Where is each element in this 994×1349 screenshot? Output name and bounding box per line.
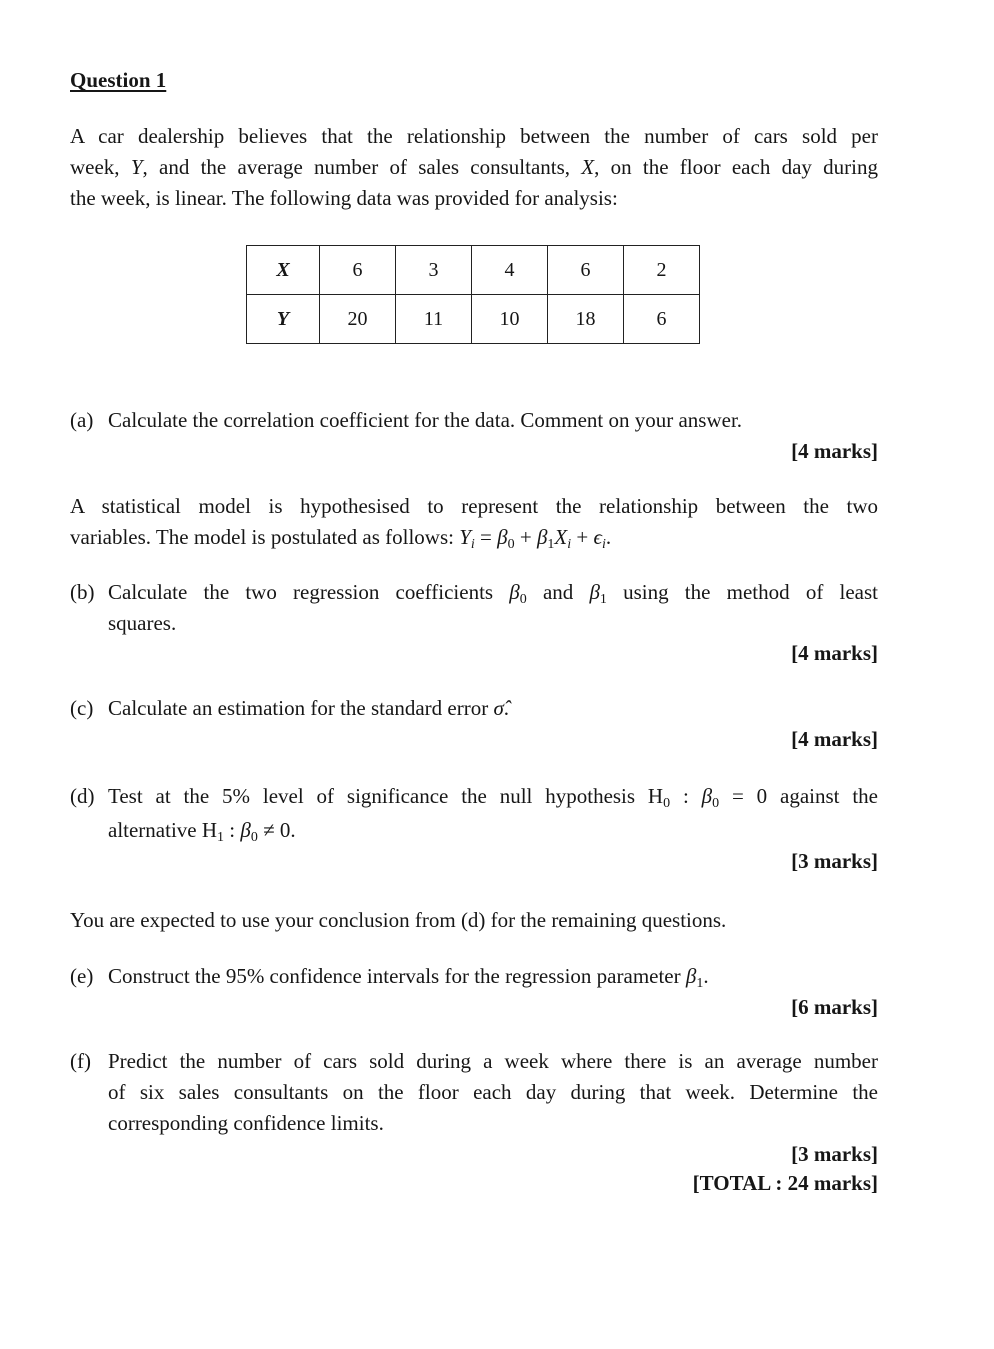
table-header-x: X (247, 246, 320, 295)
table-cell: 6 (548, 246, 624, 295)
part-f-text (108, 1046, 878, 1139)
part-c-text: Calculate an estimation for the standard error σ̂. (108, 696, 510, 720)
part-f-line-3: corresponding confidence limits. (108, 1111, 384, 1135)
table-row-y (247, 295, 700, 344)
table-row-x (247, 246, 700, 295)
part-f-label: (f) (70, 1049, 91, 1073)
part-a-text: Calculate the correlation coefficient for the data. Comment on your answer. (108, 408, 743, 432)
part-c-marks: [4 marks] (791, 727, 878, 751)
intro-line-1: A car dealership believes that the relationship between the number of cars sold per (70, 124, 878, 148)
part-d-marks: [3 marks] (791, 849, 878, 873)
total-marks: [TOTAL : 24 marks] (692, 1171, 878, 1195)
model-line-1: A statistical model is hypothesised to represent the relationship between the two (70, 494, 878, 518)
sigma-hat-symbol: σ̂ (493, 696, 504, 720)
data-table (246, 245, 700, 344)
part-d-line-2: alternative $H_1$ : $\beta_0 \ne 0$. (108, 818, 296, 845)
table-cell: 10 (472, 295, 548, 344)
part-d-text (108, 781, 878, 846)
intro-line-2: week, Y, and the average number of sales consultants, X, on the floor each day during (70, 155, 878, 179)
part-d-line-1: Test at the 5% level of significance the null hypothesis $H_0$ : $\beta_0 = 0$ against the (108, 784, 878, 811)
part-e-label: (e) (70, 964, 94, 988)
part-e-text: Construct the 95% confidence intervals for the regression parameter $\beta_1$. (108, 964, 709, 991)
part-b-text (108, 577, 878, 639)
part-d-label: (d) (70, 784, 95, 808)
table-cell: 11 (396, 295, 472, 344)
table-cell: 20 (320, 295, 396, 344)
part-f-line-1: Predict the number of cars sold during a week where there is an average number (108, 1049, 878, 1073)
part-c-label: (c) (70, 696, 94, 720)
model-paragraph (70, 491, 878, 553)
table-cell: 4 (472, 246, 548, 295)
intro-paragraph (70, 121, 878, 214)
table-cell: 3 (396, 246, 472, 295)
instruction-note: You are expected to use your conclusion from (d) for the remaining questions. (70, 908, 727, 932)
part-b-marks: [4 marks] (791, 641, 878, 665)
part-a-marks: [4 marks] (791, 439, 878, 463)
table-cell: 2 (624, 246, 700, 295)
part-b-line-2: squares. (108, 611, 177, 635)
table-cell: 6 (320, 246, 396, 295)
table-header-y: Y (247, 295, 320, 344)
intro-line-3: the week, is linear. The following data was provided for analysis: (70, 186, 618, 210)
part-f-line-2: of six sales consultants on the floor each day during that week. Determine the (108, 1080, 878, 1104)
part-f-marks: [3 marks] (791, 1142, 878, 1166)
part-a-label: (a) (70, 408, 94, 432)
model-equation: $Y_i = \beta_0 + \beta_1X_i + \epsilon_i$. (459, 525, 612, 552)
model-line-2: variables. The model is postulated as follows: $Y_i = \beta_0 + \beta_1X_i + \epsilon_i$. (70, 525, 612, 552)
part-b-label: (b) (70, 580, 95, 604)
table-cell: 6 (624, 295, 700, 344)
part-b-line-1: Calculate the two regression coefficients $\beta_0$ and $\beta_1$ using the method of least (108, 580, 878, 607)
part-e-marks: [6 marks] (791, 995, 878, 1019)
question-heading: Question 1 (70, 68, 167, 92)
table-cell: 18 (548, 295, 624, 344)
